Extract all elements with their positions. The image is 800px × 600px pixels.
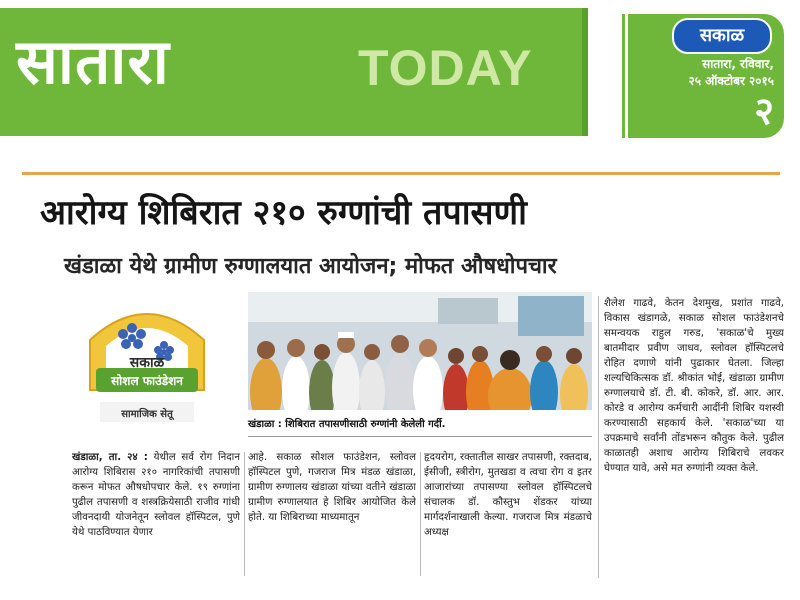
article-subheadline: खंडाळा येथे ग्रामीण रुग्णालयात आयोजन; मोफत औषधोपचार bbox=[64, 254, 557, 279]
dateline bbox=[636, 56, 774, 90]
photo-caption: खंडाळा : शिबिरात तपासणीसाठी रुग्णांनी केलेली गर्दी. bbox=[248, 419, 446, 430]
article-column-3 bbox=[424, 450, 592, 580]
page-number: २ bbox=[754, 89, 774, 133]
crowd-photo bbox=[248, 292, 592, 410]
column-body: येथील सर्व रोग निदान आरोग्य शिबिरास २१० नागरिकांची तपासणी करून मोफत औषधोपचार केले. १९ रुग्णांना पुढील तपासणी व शस्त्रक्रियेसाठी राजीव गांधी जीवनदायी योजनेतून स्लोवल हॉस्पिटल, पुणे येथे पाठविण्यात येणार bbox=[72, 452, 240, 538]
article-column-right bbox=[604, 296, 784, 586]
newspaper-logo: सकाळ bbox=[672, 18, 772, 54]
column-text: शैलेश गाढवे, केतन देशमुख, प्रशांत गाढवे, विकास खंडागळे, सकाळ सोशल फाउंडेशनचे समन्वयक राहुल गरुड, 'सकाळ'चे मुख्य बातमीदार प्रवीण जाधव, स्लोवल हॉस्पिटलचे रोहित दणाणे यांनी पुढाकार घेतला. जिल्हा शल्यचिकित्सक डॉ. श्रीकांत भोई, खंडाळा ग्रामीण रुग्णालयाचे डॉ. टी. बी. कोकरे, डॉ. आर. आर. कोरडे व आरोग्य कर्मचारी आदींनी शिबिर यशस्वी करण्यासाठी सहकार्य केले. 'सकाळ'च्या या उपक्रमाचे सर्वांनी तोंडभरून कौतुक केले. पुढील काळातही अशाच आरोग्य शिबिराचे लवकर घेण्यात यावे, असे मत रुग्णांनी व्यक्त केले. bbox=[604, 298, 784, 474]
column-divider bbox=[420, 452, 421, 576]
logo-line-1: सकाळ bbox=[129, 355, 165, 371]
column-text bbox=[72, 450, 240, 540]
article-headline: आरोग्य शिबिरात २१० रुग्णांची तपासणी bbox=[40, 193, 527, 233]
logo-tagline: सामाजिक सेतू bbox=[121, 409, 173, 420]
section-rule bbox=[22, 172, 780, 175]
column-text: आहे. सकाळ सोशल फाउंडेशन, स्लोवल हॉस्पिटल पुणे, गजराज मित्र मंडळ खंडाळा, ग्रामीण रुग्णालय खंडाळा यांच्या वतीने खंडाळा ग्रामीण रुग्णालयात हे शिबिर आयोजित केले होते. या शिबिराच्या माध्यमातून bbox=[248, 452, 416, 523]
column-divider bbox=[244, 452, 245, 576]
masthead-city: सातारा bbox=[16, 25, 170, 98]
article-column-1 bbox=[72, 450, 240, 580]
social-foundation-logo bbox=[82, 294, 212, 432]
column-text: हृदयरोग, रक्तातील साखर तपासणी, रक्तदाब, ईसीजी, स्त्रीरोग, मुतखडा व त्वचा रोग व इतर आजारांच्या तपासण्या स्लोवल हॉस्पिटलचे संचालक डॉ. कौस्तुभ शेंडकर यांच्या मार्गदर्शनाखाली केल्या. गजराज मित्र मंडळाचे अध्यक्ष bbox=[424, 452, 592, 538]
dateline-line-2: २५ ऑक्टोबर २०१५ bbox=[688, 74, 774, 88]
dateline-line-1: सातारा, रविवार, bbox=[702, 57, 774, 71]
logo-line-2: सोशल फाउंडेशन bbox=[111, 374, 183, 388]
masthead-edition: TODAY bbox=[358, 40, 533, 96]
caption-divider bbox=[248, 436, 592, 437]
column-divider bbox=[598, 296, 599, 578]
dateline-lead: खंडाळा, ता. २४ : bbox=[72, 452, 148, 463]
article-column-2 bbox=[248, 450, 416, 580]
